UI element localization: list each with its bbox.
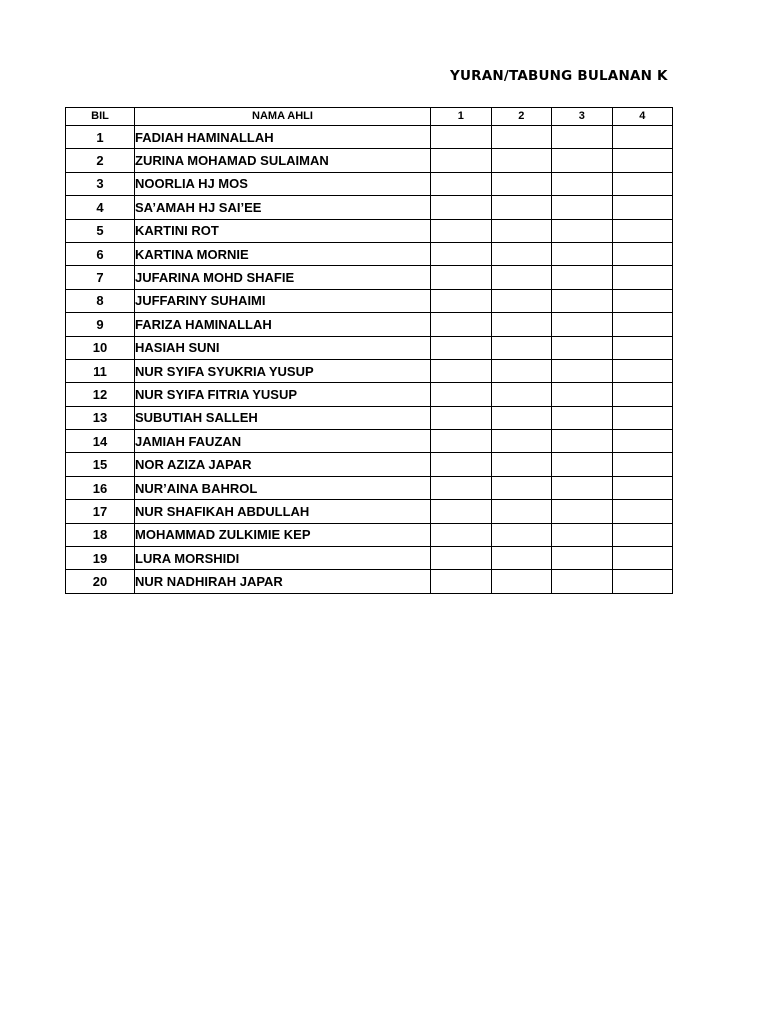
- member-name: ZURINA MOHAMAD SULAIMAN: [135, 149, 431, 172]
- payment-cell-1[interactable]: [431, 453, 492, 476]
- payment-cell-2[interactable]: [491, 430, 552, 453]
- payment-cell-3[interactable]: [552, 359, 613, 382]
- payment-cell-2[interactable]: [491, 570, 552, 593]
- table-body: [66, 126, 673, 594]
- payment-cell-3[interactable]: [552, 126, 613, 149]
- payment-cell-2[interactable]: [491, 126, 552, 149]
- member-name: JAMIAH FAUZAN: [135, 430, 431, 453]
- row-number: 1: [66, 126, 135, 149]
- payment-cell-3[interactable]: [552, 453, 613, 476]
- header-col-3: 3: [552, 108, 613, 126]
- payment-cell-2[interactable]: [491, 219, 552, 242]
- table-row: [66, 453, 673, 476]
- payment-cell-3[interactable]: [552, 430, 613, 453]
- header-col-4: 4: [612, 108, 673, 126]
- member-name: MOHAMMAD ZULKIMIE KEP: [135, 523, 431, 546]
- member-name: JUFFARINY SUHAIMI: [135, 289, 431, 312]
- member-name: NOORLIA HJ MOS: [135, 172, 431, 195]
- row-number: 15: [66, 453, 135, 476]
- table-row: [66, 149, 673, 172]
- table-row: [66, 383, 673, 406]
- header-bil: BIL: [66, 108, 135, 126]
- payment-cell-3[interactable]: [552, 219, 613, 242]
- payment-cell-3[interactable]: [552, 547, 613, 570]
- payment-cell-2[interactable]: [491, 266, 552, 289]
- row-number: 16: [66, 476, 135, 499]
- payment-cell-3[interactable]: [552, 406, 613, 429]
- payment-cell-1[interactable]: [431, 219, 492, 242]
- row-number: 20: [66, 570, 135, 593]
- row-number: 10: [66, 336, 135, 359]
- table-row: [66, 242, 673, 265]
- member-name: HASIAH SUNI: [135, 336, 431, 359]
- row-number: 8: [66, 289, 135, 312]
- payment-cell-1[interactable]: [431, 172, 492, 195]
- payment-cell-2[interactable]: [491, 453, 552, 476]
- row-number: 19: [66, 547, 135, 570]
- payment-cell-3[interactable]: [552, 196, 613, 219]
- payment-cell-1[interactable]: [431, 242, 492, 265]
- payment-cell-2[interactable]: [491, 406, 552, 429]
- payment-cell-2[interactable]: [491, 336, 552, 359]
- member-name: NUR SHAFIKAH ABDULLAH: [135, 500, 431, 523]
- payment-cell-2[interactable]: [491, 172, 552, 195]
- payment-cell-2[interactable]: [491, 383, 552, 406]
- member-name: NUR SYIFA FITRIA YUSUP: [135, 383, 431, 406]
- payment-cell-3[interactable]: [552, 289, 613, 312]
- member-name: FARIZA HAMINALLAH: [135, 313, 431, 336]
- table-row: [66, 313, 673, 336]
- row-number: 7: [66, 266, 135, 289]
- member-name: KARTINI ROT: [135, 219, 431, 242]
- table-row: [66, 476, 673, 499]
- table-row: [66, 289, 673, 312]
- table-row: [66, 336, 673, 359]
- payment-cell-3[interactable]: [552, 523, 613, 546]
- payment-cell-4[interactable]: [612, 196, 673, 219]
- payment-cell-3[interactable]: [552, 149, 613, 172]
- payment-cell-2[interactable]: [491, 313, 552, 336]
- payment-cell-1[interactable]: [431, 266, 492, 289]
- table-row: [66, 196, 673, 219]
- member-name: SA’AMAH HJ SAI’EE: [135, 196, 431, 219]
- table-row: [66, 523, 673, 546]
- payment-cell-3[interactable]: [552, 266, 613, 289]
- payment-cell-3[interactable]: [552, 242, 613, 265]
- table-row: [66, 547, 673, 570]
- header-col-2: 2: [491, 108, 552, 126]
- row-number: 9: [66, 313, 135, 336]
- payment-cell-2[interactable]: [491, 196, 552, 219]
- row-number: 6: [66, 242, 135, 265]
- row-number: 2: [66, 149, 135, 172]
- table-row: [66, 430, 673, 453]
- table-row: [66, 126, 673, 149]
- payment-cell-4[interactable]: [612, 406, 673, 429]
- member-name: KARTINA MORNIE: [135, 242, 431, 265]
- payment-cell-4[interactable]: [612, 126, 673, 149]
- payment-cell-1[interactable]: [431, 476, 492, 499]
- payment-cell-1[interactable]: [431, 289, 492, 312]
- payment-cell-1[interactable]: [431, 406, 492, 429]
- payment-cell-3[interactable]: [552, 383, 613, 406]
- payment-cell-1[interactable]: [431, 336, 492, 359]
- member-name: LURA MORSHIDI: [135, 547, 431, 570]
- payment-cell-3[interactable]: [552, 476, 613, 499]
- payment-cell-4[interactable]: [612, 266, 673, 289]
- payment-cell-4[interactable]: [612, 172, 673, 195]
- payment-cell-4[interactable]: [612, 570, 673, 593]
- row-number: 17: [66, 500, 135, 523]
- row-number: 18: [66, 523, 135, 546]
- payment-cell-4[interactable]: [612, 430, 673, 453]
- payment-cell-3[interactable]: [552, 313, 613, 336]
- payment-cell-1[interactable]: [431, 126, 492, 149]
- payment-cell-3[interactable]: [552, 570, 613, 593]
- table-row: [66, 570, 673, 593]
- payment-cell-4[interactable]: [612, 383, 673, 406]
- payment-cell-4[interactable]: [612, 242, 673, 265]
- payment-cell-2[interactable]: [491, 547, 552, 570]
- payment-cell-1[interactable]: [431, 500, 492, 523]
- payment-cell-1[interactable]: [431, 359, 492, 382]
- member-name: SUBUTIAH SALLEH: [135, 406, 431, 429]
- payment-cell-4[interactable]: [612, 500, 673, 523]
- payment-cell-1[interactable]: [431, 523, 492, 546]
- payment-cell-1[interactable]: [431, 430, 492, 453]
- payment-cell-2[interactable]: [491, 242, 552, 265]
- table-row: [66, 219, 673, 242]
- payment-cell-2[interactable]: [491, 359, 552, 382]
- row-number: 13: [66, 406, 135, 429]
- header-col-1: 1: [431, 108, 492, 126]
- payment-cell-2[interactable]: [491, 500, 552, 523]
- payment-cell-2[interactable]: [491, 149, 552, 172]
- table-row: [66, 500, 673, 523]
- payment-cell-4[interactable]: [612, 453, 673, 476]
- member-name: JUFARINA MOHD SHAFIE: [135, 266, 431, 289]
- payment-cell-2[interactable]: [491, 289, 552, 312]
- page-title: YURAN/TABUNG BULANAN K: [450, 68, 668, 84]
- payment-cell-1[interactable]: [431, 570, 492, 593]
- payment-cell-4[interactable]: [612, 359, 673, 382]
- payment-cell-1[interactable]: [431, 196, 492, 219]
- payment-cell-4[interactable]: [612, 289, 673, 312]
- payment-cell-2[interactable]: [491, 476, 552, 499]
- table-row: [66, 172, 673, 195]
- payment-cell-1[interactable]: [431, 383, 492, 406]
- payment-cell-4[interactable]: [612, 336, 673, 359]
- payment-cell-2[interactable]: [491, 523, 552, 546]
- payment-cell-4[interactable]: [612, 149, 673, 172]
- table-row: [66, 266, 673, 289]
- row-number: 3: [66, 172, 135, 195]
- member-name: NUR NADHIRAH JAPAR: [135, 570, 431, 593]
- row-number: 5: [66, 219, 135, 242]
- table-row: [66, 359, 673, 382]
- member-name: NUR SYIFA SYUKRIA YUSUP: [135, 359, 431, 382]
- row-number: 4: [66, 196, 135, 219]
- payment-cell-4[interactable]: [612, 523, 673, 546]
- member-name: FADIAH HAMINALLAH: [135, 126, 431, 149]
- payment-cell-1[interactable]: [431, 313, 492, 336]
- header-nama-ahli: NAMA AHLI: [135, 108, 431, 126]
- payment-cell-3[interactable]: [552, 336, 613, 359]
- payment-cell-1[interactable]: [431, 547, 492, 570]
- payment-cell-4[interactable]: [612, 219, 673, 242]
- payment-cell-4[interactable]: [612, 476, 673, 499]
- table-header-row: [66, 108, 673, 126]
- payment-cell-4[interactable]: [612, 547, 673, 570]
- member-name: NOR AZIZA JAPAR: [135, 453, 431, 476]
- row-number: 14: [66, 430, 135, 453]
- table-row: [66, 406, 673, 429]
- payment-cell-3[interactable]: [552, 172, 613, 195]
- row-number: 11: [66, 359, 135, 382]
- row-number: 12: [66, 383, 135, 406]
- payment-cell-4[interactable]: [612, 313, 673, 336]
- member-name: NUR’AINA BAHROL: [135, 476, 431, 499]
- payment-cell-3[interactable]: [552, 500, 613, 523]
- payment-cell-1[interactable]: [431, 149, 492, 172]
- member-fee-table: [65, 107, 673, 594]
